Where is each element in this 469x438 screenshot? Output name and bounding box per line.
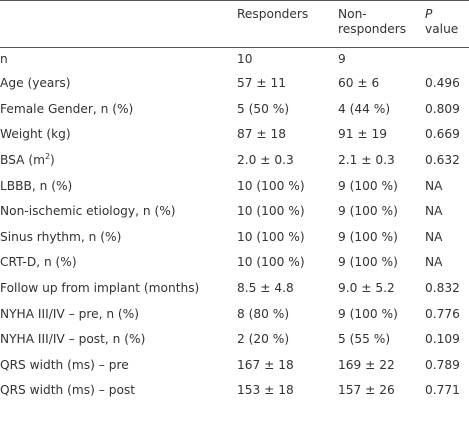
p-value: 0.832 [425, 281, 460, 296]
responders-value: 10 [237, 52, 253, 66]
row-label [0, 353, 237, 379]
header-non-responders-line1: Non- [338, 7, 367, 21]
table-row [0, 148, 469, 174]
non-responders-value: 4 (44 %) [338, 101, 391, 116]
p-value: 0.109 [425, 332, 460, 347]
row-label-text: CRT-D, n (%) [0, 255, 77, 270]
table-row [0, 250, 469, 276]
p-value [425, 48, 469, 72]
responders-value: 10 (100 %) [237, 229, 305, 244]
header-variable [0, 1, 237, 48]
row-label [0, 71, 237, 97]
non-responders-value: 9 (100 %) [338, 229, 398, 244]
non-responders-value: 157 ± 26 [338, 383, 395, 398]
row-label [0, 301, 237, 327]
table-row [0, 276, 469, 302]
table-row [0, 301, 469, 327]
p-value: NA [425, 178, 443, 193]
row-label-text: Female Gender, n (%) [0, 101, 134, 116]
non-responders-value: 9 (100 %) [338, 204, 398, 219]
table-row [0, 71, 469, 97]
non-responders-value: 9 [338, 52, 346, 66]
non-responders-value: 91 ± 19 [338, 127, 387, 142]
p-value: 0.632 [425, 153, 460, 168]
table-row [0, 199, 469, 225]
table-row [0, 173, 469, 199]
row-label-text: NYHA III/IV – post, n (%) [0, 332, 146, 347]
row-label-text: QRS width (ms) – pre [0, 357, 129, 372]
row-label [0, 378, 237, 404]
non-responders-value: 9 (100 %) [338, 306, 398, 321]
responders-value: 8.5 ± 4.8 [237, 281, 294, 296]
row-label-text: BSA (m [0, 153, 45, 168]
row-label [0, 122, 237, 148]
row-label [0, 199, 237, 225]
non-responders-value: 2.1 ± 0.3 [338, 153, 395, 168]
table-body [0, 48, 469, 404]
header-non-responders [338, 1, 425, 48]
row-label [0, 173, 237, 199]
p-value: 0.496 [425, 76, 460, 91]
table-row [0, 225, 469, 251]
row-label-text: Weight (kg) [0, 127, 71, 142]
row-label-text: n [0, 52, 8, 66]
table-header [0, 1, 469, 48]
header-non-responders-line2: responders [338, 22, 407, 36]
responders-value: 10 (100 %) [237, 178, 305, 193]
responders-value: 2.0 ± 0.3 [237, 153, 294, 168]
responders-value: 167 ± 18 [237, 357, 294, 372]
non-responders-value: 5 (55 %) [338, 332, 391, 347]
row-label [0, 250, 237, 276]
non-responders-value: 9 (100 %) [338, 255, 398, 270]
row-label [0, 276, 237, 302]
responders-value: 8 (80 %) [237, 306, 290, 321]
row-label [0, 97, 237, 123]
non-responders-value: 169 ± 22 [338, 357, 395, 372]
table-row [0, 353, 469, 379]
header-p-value [425, 1, 469, 48]
table-row [0, 378, 469, 404]
responders-value: 2 (20 %) [237, 332, 290, 347]
row-label-suffix: ) [50, 153, 55, 168]
row-label [0, 48, 237, 72]
row-label-text: Sinus rhythm, n (%) [0, 229, 122, 244]
p-value: NA [425, 229, 443, 244]
row-label-text: Non-ischemic etiology, n (%) [0, 204, 176, 219]
table-row [0, 48, 469, 72]
row-label [0, 225, 237, 251]
row-label-text: QRS width (ms) – post [0, 383, 136, 398]
row-label-text: NYHA III/IV – pre, n (%) [0, 306, 140, 321]
row-label-text: Age (years) [0, 76, 71, 91]
responders-value: 87 ± 18 [237, 127, 286, 142]
header-responders: Responders [237, 7, 309, 21]
p-value: 0.789 [425, 357, 460, 372]
row-label [0, 148, 237, 174]
p-value: 0.776 [425, 306, 460, 321]
table-row [0, 97, 469, 123]
table-row [0, 122, 469, 148]
non-responders-value: 9.0 ± 5.2 [338, 281, 395, 296]
p-value: NA [425, 255, 443, 270]
responders-value: 10 (100 %) [237, 255, 305, 270]
non-responders-value: 9 (100 %) [338, 178, 398, 193]
responders-value: 153 ± 18 [237, 383, 294, 398]
header-p-value-line2: value [425, 22, 459, 36]
row-label-text: Follow up from implant (months) [0, 281, 200, 296]
row-label-text: LBBB, n (%) [0, 178, 73, 193]
p-value: NA [425, 204, 443, 219]
header-row [0, 1, 469, 48]
header-p-value-line1: P [425, 7, 433, 21]
responders-value: 57 ± 11 [237, 76, 286, 91]
non-responders-value: 60 ± 6 [338, 76, 380, 91]
p-value: 0.771 [425, 383, 460, 398]
responders-value: 10 (100 %) [237, 204, 305, 219]
table-row [0, 327, 469, 353]
responders-value: 5 (50 %) [237, 101, 290, 116]
row-label [0, 327, 237, 353]
p-value: 0.809 [425, 101, 460, 116]
p-value: 0.669 [425, 127, 460, 142]
row-label-superscript: 2 [44, 152, 51, 162]
